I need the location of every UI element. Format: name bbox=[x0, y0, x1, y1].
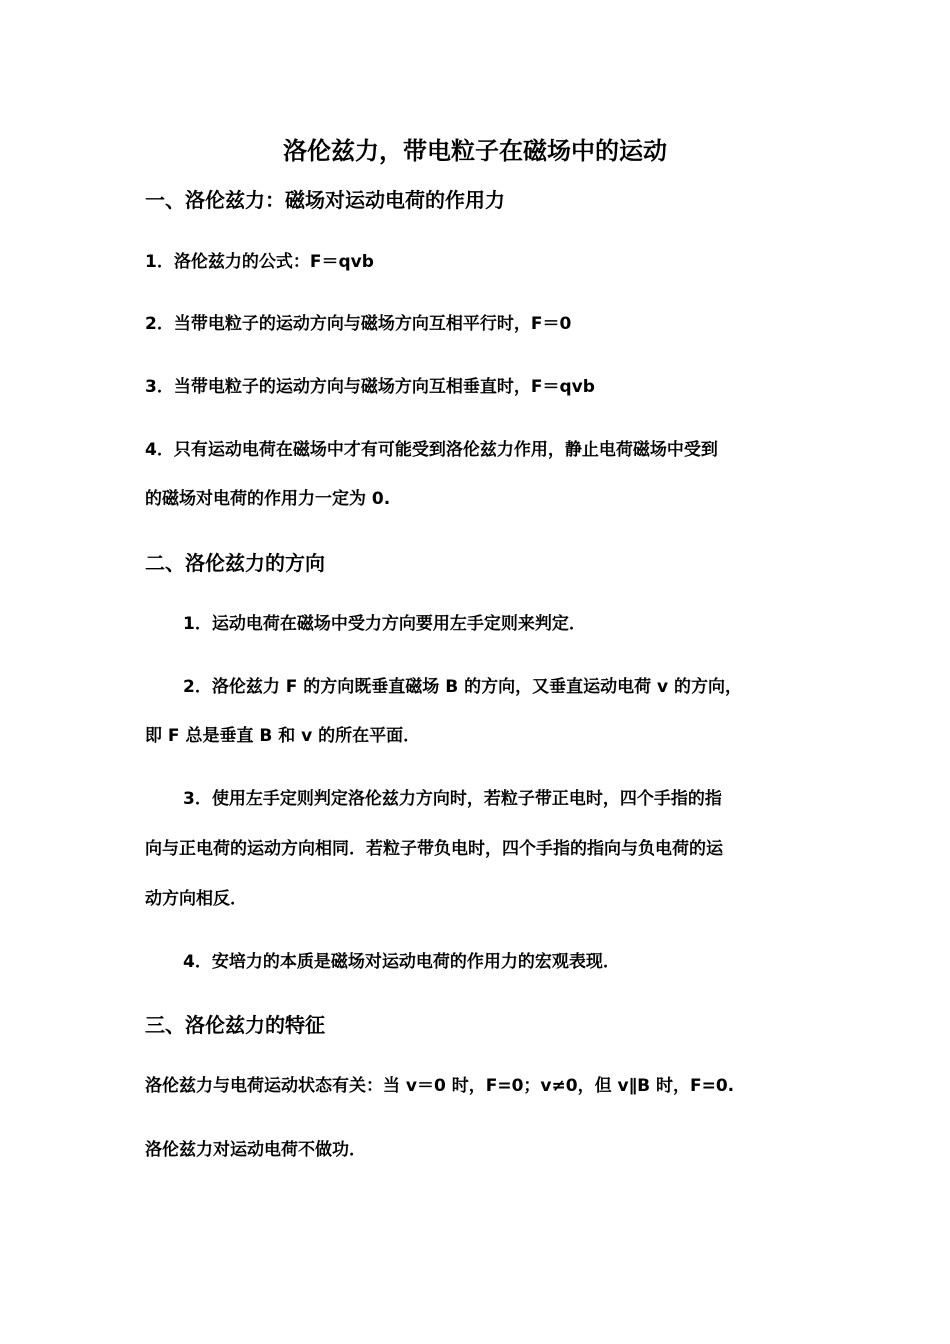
section1-line-1: 1．洛伦兹力的公式：F＝qvb bbox=[145, 252, 374, 272]
section-heading-2: 二、洛伦兹力的方向 bbox=[145, 551, 325, 575]
section2-line-3: 即 F 总是垂直 B 和 v 的所在平面． bbox=[145, 726, 421, 746]
section1-line-4: 4．只有运动电荷在磁场中才有可能受到洛伦兹力作用，静止电荷磁场中受到 bbox=[145, 440, 718, 460]
section2-line-4: 3．使用左手定则判定洛伦兹力方向时，若粒子带正电时，四个手指的指 bbox=[183, 789, 722, 809]
section2-line-2: 2．洛伦兹力 F 的方向既垂直磁场 B 的方向，又垂直运动电荷 v 的方向， bbox=[183, 677, 742, 697]
section3-line-1: 洛伦兹力与电荷运动状态有关：当 v＝0 时，F=0；v≠0，但 v∥B 时，F=0. bbox=[145, 1076, 735, 1096]
section2-line-1: 1．运动电荷在磁场中受力方向要用左手定则来判定． bbox=[183, 614, 586, 634]
section2-line-7: 4．安培力的本质是磁场对运动电荷的作用力的宏观表现． bbox=[183, 952, 620, 972]
section3-line-2: 洛伦兹力对运动电荷不做功． bbox=[145, 1140, 366, 1160]
section2-line-5: 向与正电荷的运动方向相同．若粒子带负电时，四个手指的指向与负电荷的运 bbox=[145, 839, 723, 859]
section1-line-5: 的磁场对电荷的作用力一定为 0. bbox=[145, 489, 391, 509]
document-title: 洛伦兹力，带电粒子在磁场中的运动 bbox=[283, 137, 667, 165]
section1-line-3: 3．当带电粒子的运动方向与磁场方向互相垂直时，F＝qvb bbox=[145, 377, 595, 397]
section-heading-3: 三、洛伦兹力的特征 bbox=[145, 1013, 325, 1037]
section1-line-2: 2．当带电粒子的运动方向与磁场方向互相平行时，F＝0 bbox=[145, 314, 572, 334]
section-heading-1: 一、洛伦兹力：磁场对运动电荷的作用力 bbox=[145, 188, 505, 212]
section2-line-6: 动方向相反． bbox=[145, 889, 247, 909]
